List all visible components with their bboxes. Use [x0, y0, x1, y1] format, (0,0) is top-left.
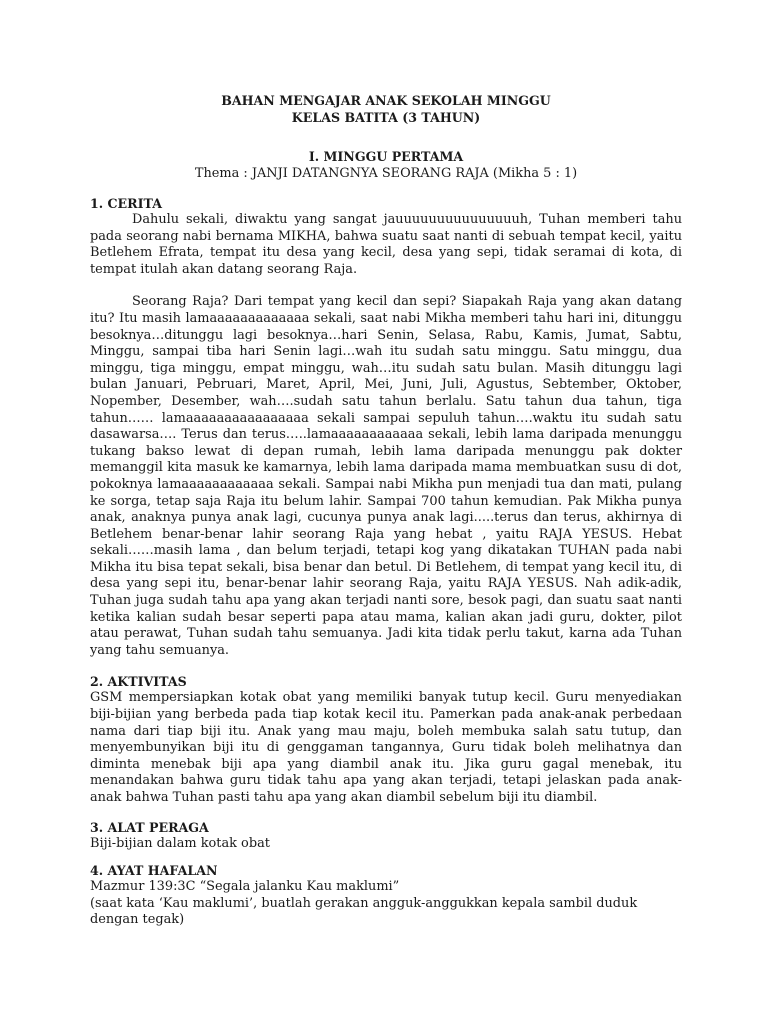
section-heading-cerita: 1. CERITA	[90, 196, 162, 211]
document-title-line-1: BAHAN MENGAJAR ANAK SEKOLAH MINGGU	[221, 93, 551, 108]
document-body	[90, 92, 682, 929]
week-theme: Thema : JANJI DATANGNYA SEORANG RAJA (Mikha 5 : 1)	[194, 166, 578, 181]
aktivitas-paragraph: GSM mempersiapkan kotak obat yang memiliki banyak tutup kecil. Guru menyediakan biji-bijian yang berbeda pada tiap kotak kecil itu. Pamerkan pada anak-anak perbedaan nama dari tiap biji itu. Anak yang mau maju, boleh membuka salah satu tutup, dan menyembunyikan biji itu di genggaman tangannya, Guru tidak boleh melihatnya dan diminta menebak biji apa yang diambil anak itu. Jika guru gagal menebak, itu menandakan bahwa guru tidak tahu apa yang akan terjadi, tetapi jelaskan pada anak-anak bahwa Tuhan pasti tahu apa yang akan diambil sebelum biji itu diambil.	[90, 690, 682, 805]
section-heading-aktivitas: 2. AKTIVITAS	[90, 674, 187, 690]
alat-peraga-text: Biji-bijian dalam kotak obat	[90, 835, 270, 851]
ayat-hafalan-note: (saat kata ‘Kau maklumi’, buatlah gerakan angguk-anggukkan kepala sambil duduk dengan tegak)	[90, 895, 638, 928]
ayat-hafalan-verse: Mazmur 139:3C “Segala jalanku Kau maklumi”	[90, 879, 400, 895]
document-title-line-2: KELAS BATITA (3 TAHUN)	[291, 110, 481, 125]
cerita-paragraph-1: Dahulu sekali, diwaktu yang sangat jauuuuuuuuuuuuuuuh, Tuhan memberi tahu pada seorang nabi bernama MIKHA, bahwa suatu saat nanti di sebuah tempat kecil, yaitu Betlehem Efrata, tempat itu desa yang kecil, desa yang sepi, tidak seramai di kota, di tempat itulah akan datang seorang Raja.	[90, 212, 682, 277]
section-heading-alat-peraga: 3. ALAT PERAGA	[90, 819, 209, 835]
section-heading-ayat-hafalan: 4. AYAT HAFALAN	[90, 863, 218, 879]
week-heading: I. MINGGU PERTAMA	[308, 149, 464, 164]
cerita-paragraph-2: Seorang Raja? Dari tempat yang kecil dan sepi? Siapakah Raja yang akan datang itu? Itu masih lamaaaaaaaaaaaaa sekali, saat nabi Mikha memberi tahu hari ini, ditunggu besoknya…ditunggu lagi besoknya…hari Senin, Selasa, Rabu, Kamis, Jumat, Sabtu, Minggu, sampai tiba hari Senin lagi…wah itu sudah satu minggu. Satu minggu, dua minggu, tiga minggu, empat minggu, wah…itu sudah satu bulan. Masih ditunggu lagi bulan Januari, Pebruari, Maret, April, Mei, Juni, Juli, Agustus, Sebtember, Oktober, Nopember, Desember, wah….sudah satu tahun berlalu. Satu tahun dua tahun, tiga tahun…… lamaaaaaaaaaaaaaaaa sekali sampai sepuluh tahun….waktu itu sudah satu dasawarsa…. Terus dan terus…..lamaaaaaaaaaaaa sekali, lebih lama daripada menunggu tukang bakso lewat di depan rumah, lebih lama daripada menunggu pak dokter memanggil kita masuk ke kamarnya, lebih lama daripada mama membuatkan susu di dot, pokoknya lamaaaaaaaaaaaa sekali. Sampai nabi Mikha pun menjadi tua dan mati, pulang ke sorga, tetap saja Raja itu belum lahir. Sampai 700 tahun kemudian. Pak Mikha punya anak, anaknya punya anak lagi, cucunya punya anak lagi.....terus dan terus, akhirnya di Betlehem benar-benar lahir seorang Raja yang hebat , yaitu RAJA YESUS. Hebat sekali……masih lama , dan belum terjadi, tetapi kog yang dikatakan TUHAN pada nabi Mikha itu bisa tepat sekali, bisa benar dan betul. Di Betlehem, di tempat yang kecil itu, di desa yang sepi itu, benar-benar lahir seorang Raja, yaitu RAJA YESUS. Nah adik-adik, Tuhan juga sudah tahu apa yang akan terjadi nanti sore, besok pagi, dan suatu saat nanti ketika kalian sudah besar seperti papa atau mama, kalian akan jadi guru, dokter, pilot atau perawat, Tuhan sudah tahu semuanya. Jadi kita tidak perlu takut, karna ada Tuhan yang tahu semuanya.	[90, 294, 682, 658]
